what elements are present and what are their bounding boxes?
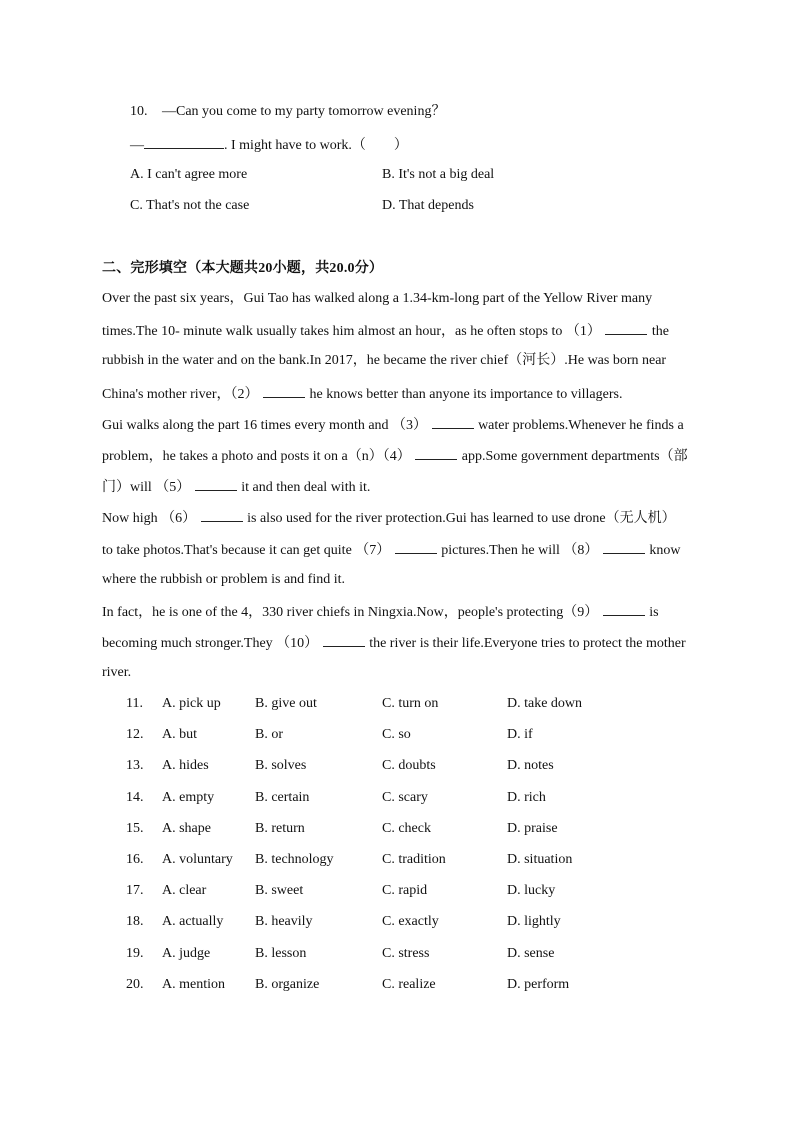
option-row xyxy=(126,788,646,819)
option-row xyxy=(126,881,646,912)
option-c: C. exactly xyxy=(382,914,439,930)
passage-text: he knows better than anyone its importance to villagers. xyxy=(306,386,623,402)
passage-line xyxy=(102,476,696,507)
section-title-prefix: 二、完形填空（本大题共 xyxy=(102,260,259,276)
option-d: D. perform xyxy=(507,976,570,992)
passage-line xyxy=(102,383,696,414)
option-b: B. sweet xyxy=(255,883,304,899)
passage-text: the river is their life.Everyone tries to protect the mother xyxy=(365,636,686,652)
option-b: B. It's not a big deal xyxy=(382,167,495,182)
section-title xyxy=(102,258,383,279)
passage-line xyxy=(102,539,696,570)
option-b: B. solves xyxy=(255,758,307,774)
blank-2 xyxy=(263,383,305,398)
passage-text: it and then deal with it. xyxy=(237,480,371,496)
option-b: B. certain xyxy=(255,789,310,805)
option-b: B. heavily xyxy=(255,914,313,930)
option-a: A. pick up xyxy=(162,696,221,711)
question-number: 17. xyxy=(126,883,144,899)
question-number: 12. xyxy=(126,727,144,743)
answer-blank xyxy=(144,134,224,149)
option-row xyxy=(126,975,646,1006)
passage-text: the xyxy=(648,324,669,340)
option-d: D. sense xyxy=(507,945,555,961)
section-title-mid: 小题，共 xyxy=(272,260,330,276)
passage-line xyxy=(102,663,696,694)
option-b: B. or xyxy=(255,727,283,743)
cloze-passage xyxy=(102,289,696,694)
option-row xyxy=(126,850,646,881)
option-a: A. judge xyxy=(162,945,211,961)
passage-text: rubbish in the water and on the bank.In 2017，he became the river chief（河长）.He was born near xyxy=(102,353,667,369)
blank-4 xyxy=(415,445,457,460)
question-number: 19. xyxy=(126,945,144,961)
passage-text: 门）will （5） xyxy=(102,480,194,496)
option-a: A. voluntary xyxy=(162,851,233,867)
option-c: C. stress xyxy=(382,945,430,961)
passage-line xyxy=(102,632,696,663)
response-dash: — xyxy=(130,138,144,153)
question-number: 10. xyxy=(130,104,148,119)
passage-text: times.The 10- minute walk usually takes him almost an hour，as he often stops to （1） xyxy=(102,324,605,340)
question-number: 14. xyxy=(126,789,144,805)
passage-text: In fact，he is one of the 4，330 river chiefs in Ningxia.Now，people's protecting（9） xyxy=(102,604,602,620)
passage-text: app.Some government departments（部 xyxy=(458,448,688,464)
passage-text: pictures.Then he will （8） xyxy=(437,542,602,558)
blank-9 xyxy=(603,601,645,616)
passage-text: problem，he takes a photo and posts it on a（n）（4） xyxy=(102,448,415,464)
passage-line xyxy=(102,445,696,476)
option-d: D. notes xyxy=(507,758,554,774)
response-text: . I might have to work.（ ） xyxy=(224,138,408,153)
option-c: C. turn on xyxy=(382,696,439,711)
question-10-stem xyxy=(130,102,445,122)
option-b: B. give out xyxy=(255,696,317,711)
passage-text: know xyxy=(645,542,681,558)
passage-text: is xyxy=(645,604,659,620)
option-a: A. hides xyxy=(162,758,209,774)
option-a: A. I can't agree more xyxy=(130,167,248,182)
question-10 xyxy=(130,102,495,213)
option-a: A. but xyxy=(162,727,197,743)
option-row xyxy=(126,694,646,725)
option-c: C. so xyxy=(382,727,411,743)
option-d: D. rich xyxy=(507,789,546,805)
question-number: 18. xyxy=(126,914,144,930)
option-row xyxy=(130,196,550,227)
passage-text: is also used for the river protection.Gui has learned to use drone（无人机） xyxy=(243,511,676,527)
passage-line xyxy=(102,601,696,632)
question-number: 15. xyxy=(126,820,144,836)
blank-8 xyxy=(603,539,645,554)
passage-text: China's mother river，（2） xyxy=(102,386,262,402)
option-a: A. mention xyxy=(162,976,225,992)
option-b: B. return xyxy=(255,820,305,836)
blank-6 xyxy=(201,507,243,522)
passage-line xyxy=(102,320,696,351)
option-a: A. empty xyxy=(162,789,215,805)
option-row xyxy=(126,725,646,756)
question-number: 20. xyxy=(126,976,144,992)
passage-line xyxy=(102,507,696,538)
option-b: B. organize xyxy=(255,976,320,992)
passage-text: Now high （6） xyxy=(102,511,200,527)
passage-text: where the rubbish or problem is and find it. xyxy=(102,571,346,587)
option-b: B. lesson xyxy=(255,945,307,961)
passage-line xyxy=(102,351,696,382)
option-c: C. rapid xyxy=(382,883,428,899)
option-c: C. tradition xyxy=(382,851,446,867)
option-d: D. lightly xyxy=(507,914,561,930)
option-c: C. check xyxy=(382,820,431,836)
option-a: A. clear xyxy=(162,883,207,899)
option-a: A. actually xyxy=(162,914,224,930)
question-10-response xyxy=(130,134,408,156)
cloze-options xyxy=(126,694,646,1006)
passage-text: to take photos.That's because it can get quite （7） xyxy=(102,542,394,558)
blank-5 xyxy=(195,476,237,491)
passage-line xyxy=(102,289,696,320)
question-number: 11. xyxy=(126,696,143,711)
option-d: D. if xyxy=(507,727,533,743)
section-score: 20.0 xyxy=(329,261,355,276)
blank-3 xyxy=(432,414,474,429)
option-row xyxy=(130,165,550,196)
question-stem-text: —Can you come to my party tomorrow evening？ xyxy=(162,104,446,119)
option-a: A. shape xyxy=(162,820,211,836)
option-c: C. doubts xyxy=(382,758,436,774)
option-row xyxy=(126,944,646,975)
blank-1 xyxy=(605,320,647,335)
option-c: C. realize xyxy=(382,976,436,992)
blank-10 xyxy=(323,632,365,647)
passage-text: river. xyxy=(102,665,132,681)
option-row xyxy=(126,819,646,850)
option-c: C. scary xyxy=(382,789,428,805)
option-d: D. lucky xyxy=(507,883,556,899)
option-c: C. That's not the case xyxy=(130,198,250,213)
option-row xyxy=(126,756,646,787)
blank-7 xyxy=(395,539,437,554)
passage-text: Gui walks along the part 16 times every month and （3） xyxy=(102,417,431,433)
passage-text: water problems.Whenever he finds a xyxy=(474,417,684,433)
option-b: B. technology xyxy=(255,851,334,867)
question-10-options xyxy=(130,165,550,227)
section-title-suffix: 分） xyxy=(354,260,384,276)
section-question-count: 20 xyxy=(258,261,273,276)
option-d: D. praise xyxy=(507,820,558,836)
passage-text: becoming much stronger.They （10） xyxy=(102,636,322,652)
passage-text: Over the past six years，Gui Tao has walked along a 1.34-km-long part of the Yellow River many xyxy=(102,291,653,306)
option-d: D. situation xyxy=(507,851,573,867)
question-number: 13. xyxy=(126,758,144,774)
question-number: 16. xyxy=(126,851,144,867)
passage-line xyxy=(102,414,696,445)
option-d: D. take down xyxy=(507,696,583,711)
option-row xyxy=(126,912,646,943)
option-d: D. That depends xyxy=(382,198,474,213)
passage-line xyxy=(102,570,696,601)
